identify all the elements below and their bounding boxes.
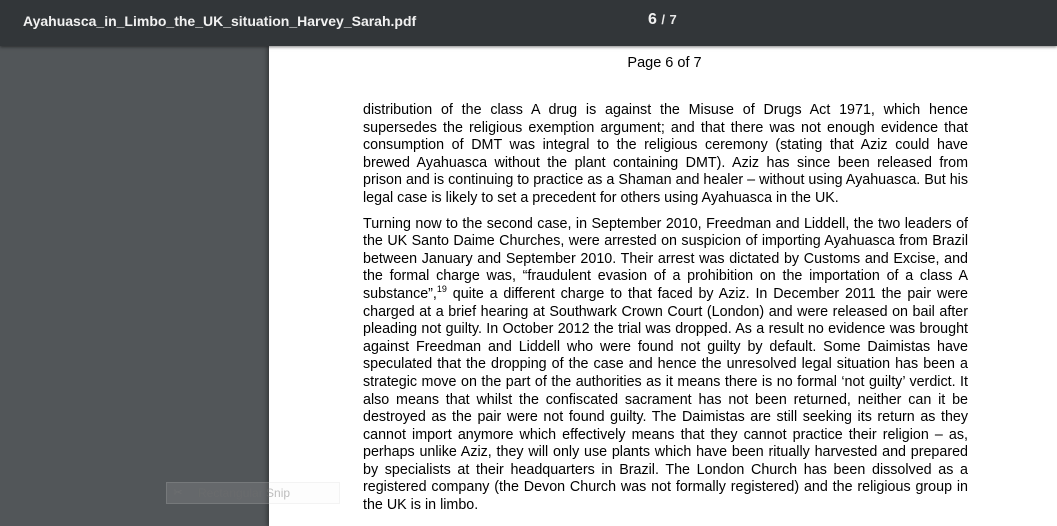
rectangular-snip-button[interactable] xyxy=(166,482,340,504)
current-page-number[interactable]: 6 xyxy=(648,11,657,28)
page-body-text xyxy=(363,102,968,523)
paragraph-2-part-2: quite a different charge to that faced by Aziz. In December 2011 the pair were charged at a brief hearing at Southwark Crown Court (London) and were released on bail after pleading not guilty. In October 2012 the trial was dropped. As a result no evidence was brought against Freedman and Liddell who were found not guilty by default. Some Daimistas have speculated that the dropping of the case and hence the unresolved legal situation has been a strategic move on the part of the authorities as it means there is no formal ‘not guilty’ verdict. It also means that whilst the confiscated sacrament has not been returned, neither can it be destroyed as the pair were not found guilty. The Daimistas are still seeking its return as they cannot import anymore which effectively means that they cannot practice their religion – as, perhaps unlike Aziz, they will only use plants which have been ritually harvested and prepared by specialists at their headquarters in Brazil. The London Church has been dissolved as a registered company (the Devon Church was not formally registered) and the religious group in the UK is in limbo. xyxy=(363,285,968,514)
document-title: Ayahuasca_in_Limbo_the_UK_situation_Harvey_Sarah.pdf xyxy=(23,13,417,29)
pdf-page xyxy=(269,46,1057,526)
paragraph-1: distribution of the class A drug is against the Misuse of Drugs Act 1971, which hence supersedes the religious exemption argument; and that there was not enough evidence that consumption of DMT was integral to the religious ceremony (stating that Aziz could have brewed Ayahuasca without the plant containing DMT). Aziz has since been released from prison and is continuing to practice as a Shaman and healer – without using Ayahuasca. But his legal case is likely to set a precedent for others using Ayahuasca in the UK. xyxy=(363,102,968,206)
paragraph-2-part-1: Turning now to the second case, in September 2010, Freedman and Liddell, the two leaders of the UK Santo Daime Churches, were arrested on suspicion of importing Ayahuasca from Brazil between January and September 2010. Their arrest was dictated by Customs and Excise, and the formal charge was, “fraudulent evasion of a prohibition on the importation of a class A substance”, xyxy=(363,215,968,302)
page-separator: / xyxy=(661,12,665,27)
paragraph-2 xyxy=(363,216,968,515)
snip-label: Rectangular Snip xyxy=(198,486,291,500)
pdf-toolbar xyxy=(0,0,1057,46)
page-indicator xyxy=(648,11,677,29)
page-header: Page 6 of 7 xyxy=(627,55,702,71)
footnote-reference[interactable]: 19 xyxy=(436,284,447,295)
total-pages: 7 xyxy=(669,12,677,27)
scissors-icon: ✂ xyxy=(173,487,183,499)
pdf-viewer-area[interactable] xyxy=(0,46,1057,526)
